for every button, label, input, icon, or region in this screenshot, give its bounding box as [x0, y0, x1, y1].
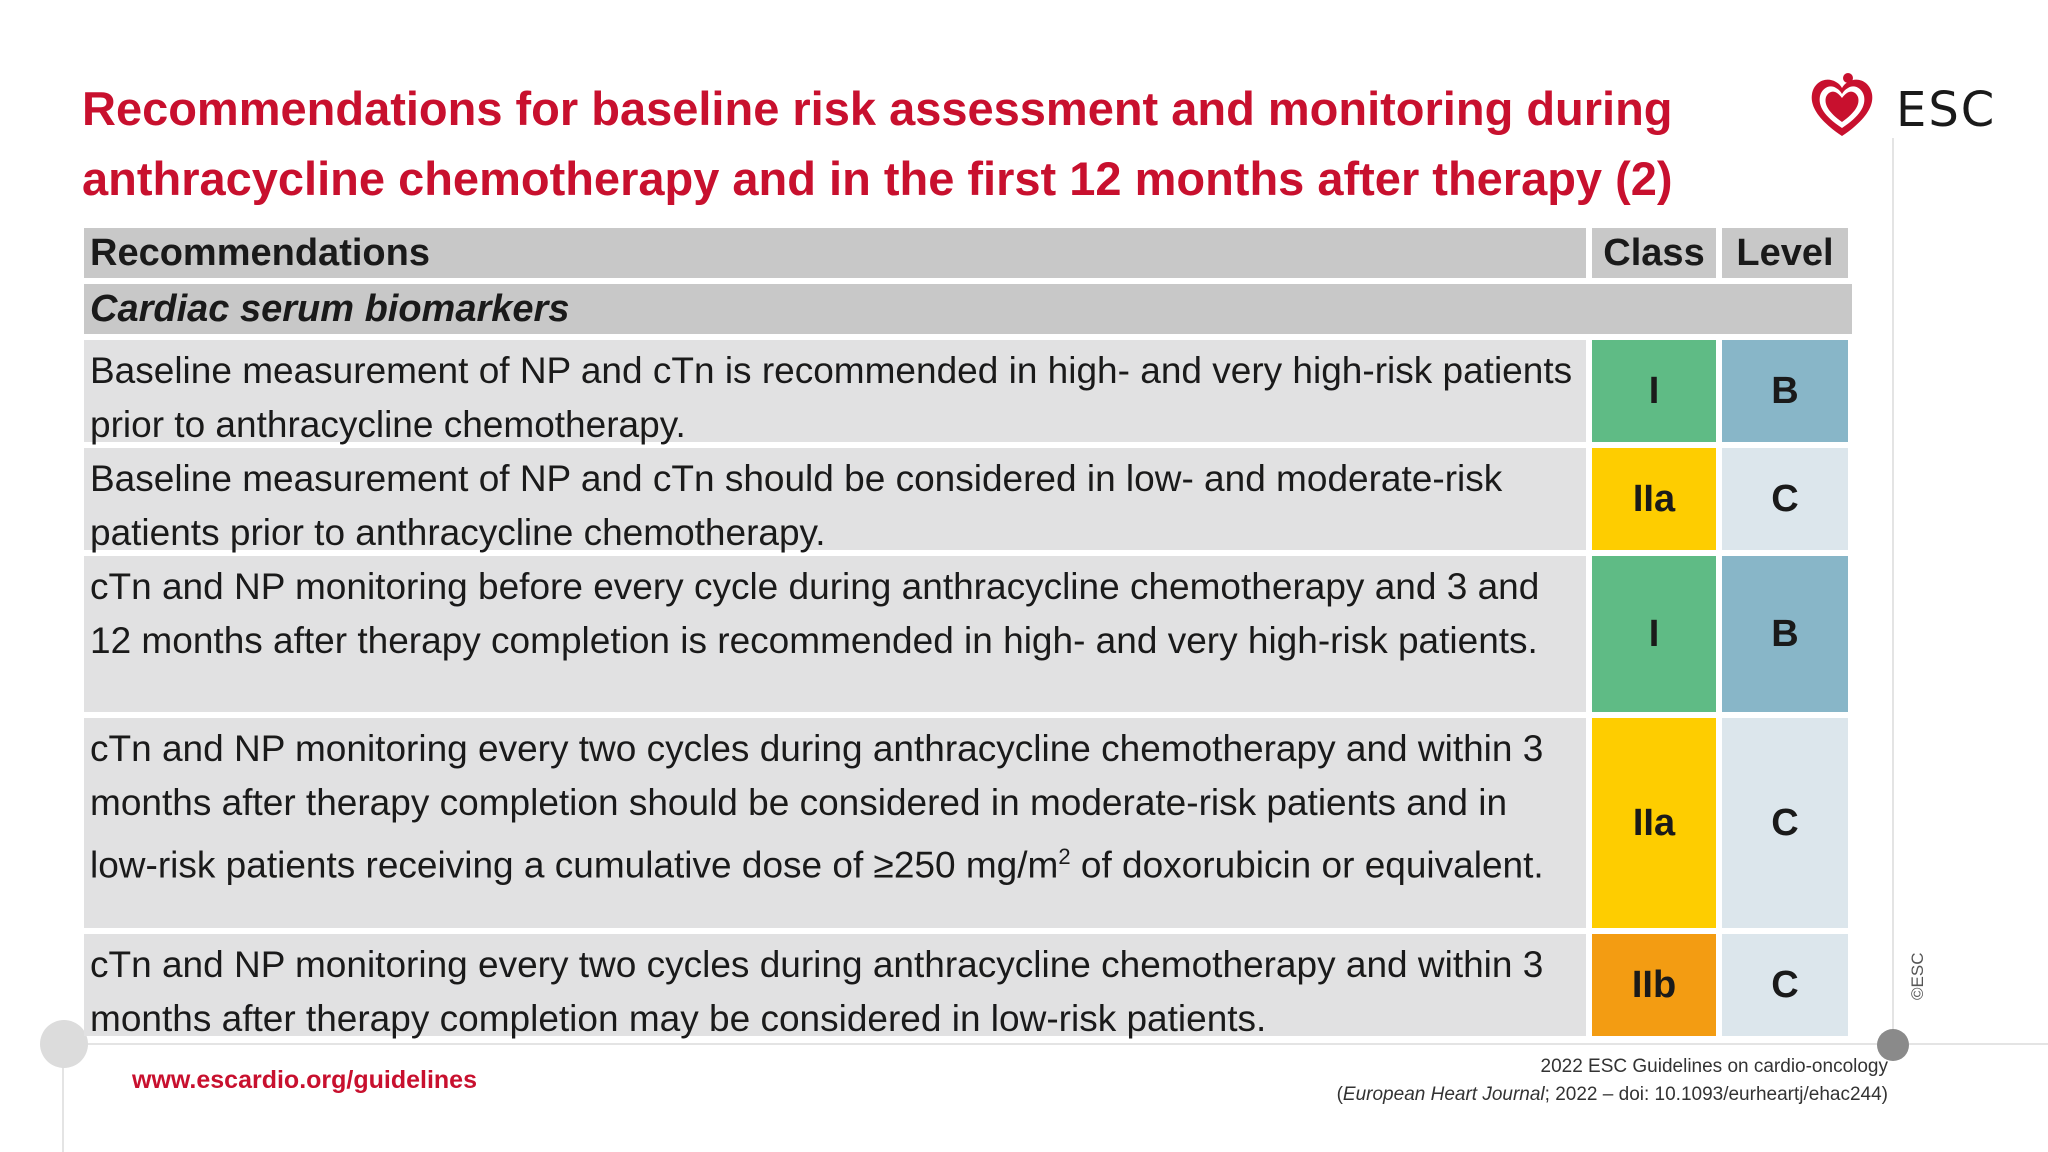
citation-reference — [1337, 1084, 1888, 1106]
table-row — [84, 448, 1852, 553]
decor-circle-left — [40, 1020, 88, 1068]
recommendations-table — [84, 228, 1852, 1042]
class-badge: IIa — [1592, 448, 1716, 550]
table-row — [84, 556, 1852, 712]
section-heading: Cardiac serum biomarkers — [84, 284, 1852, 334]
citation-open: ( — [1336, 1084, 1343, 1105]
citation-doi: ; 2022 – doi: 10.1093/eurheartj/ehac244) — [1544, 1084, 1888, 1105]
table-header-row — [84, 228, 1852, 278]
citation-title: 2022 ESC Guidelines on cardio-oncology — [1540, 1056, 1888, 1077]
recommendation-text-main: cTn and NP monitoring every two cycles during anthracycline chemotherapy and within 3 months after therapy completion should be considered in moderate-risk patients and in low-risk patients receiving a cumulative dose of ≥250 mg/m — [90, 728, 1544, 886]
level-badge: C — [1722, 934, 1848, 1036]
level-badge: B — [1722, 340, 1848, 442]
copyright-mark: ©ESC — [1908, 952, 1927, 1000]
citation-journal: European Heart Journal — [1342, 1084, 1545, 1105]
header-class: Class — [1592, 228, 1716, 278]
class-badge: I — [1592, 556, 1716, 712]
superscript: 2 — [1058, 844, 1071, 869]
header-recommendations: Recommendations — [84, 228, 1586, 278]
header-level: Level — [1722, 228, 1848, 278]
level-badge: B — [1722, 556, 1848, 712]
guidelines-link[interactable]: www.escardio.org/guidelines — [132, 1066, 477, 1094]
recommendation-text: cTn and NP monitoring every two cycles during anthracycline chemotherapy and within 3 months after therapy completion may be considered in low-risk patients. — [84, 934, 1586, 1036]
page-title: Recommendations for baseline risk assessment and monitoring during anthracycline chemotherapy and in the first 12 months after therapy (2) — [82, 82, 1673, 205]
recommendation-text-end: of doxorubicin or equivalent. — [1070, 844, 1544, 886]
recommendation-text: Baseline measurement of NP and cTn is recommended in high- and very high-risk patients prior to anthracycline chemotherapy. — [84, 340, 1586, 442]
table-row — [84, 934, 1852, 1039]
recommendation-text: cTn and NP monitoring before every cycle during anthracycline chemotherapy and 3 and 12 months after therapy completion is recommended in high- and very high-risk patients. — [84, 556, 1586, 712]
recommendation-text: Baseline measurement of NP and cTn should be considered in low- and moderate-risk patients prior to anthracycline chemotherapy. — [84, 448, 1586, 550]
recommendation-text — [84, 718, 1586, 928]
class-badge: IIa — [1592, 718, 1716, 928]
level-badge: C — [1722, 718, 1848, 928]
table-row — [84, 340, 1852, 445]
class-badge: I — [1592, 340, 1716, 442]
level-badge: C — [1722, 448, 1848, 550]
esc-logo-text: ESC — [1896, 82, 1997, 138]
table-row — [84, 718, 1852, 928]
divider-vertical — [1892, 138, 1894, 1038]
class-badge: IIb — [1592, 934, 1716, 1036]
